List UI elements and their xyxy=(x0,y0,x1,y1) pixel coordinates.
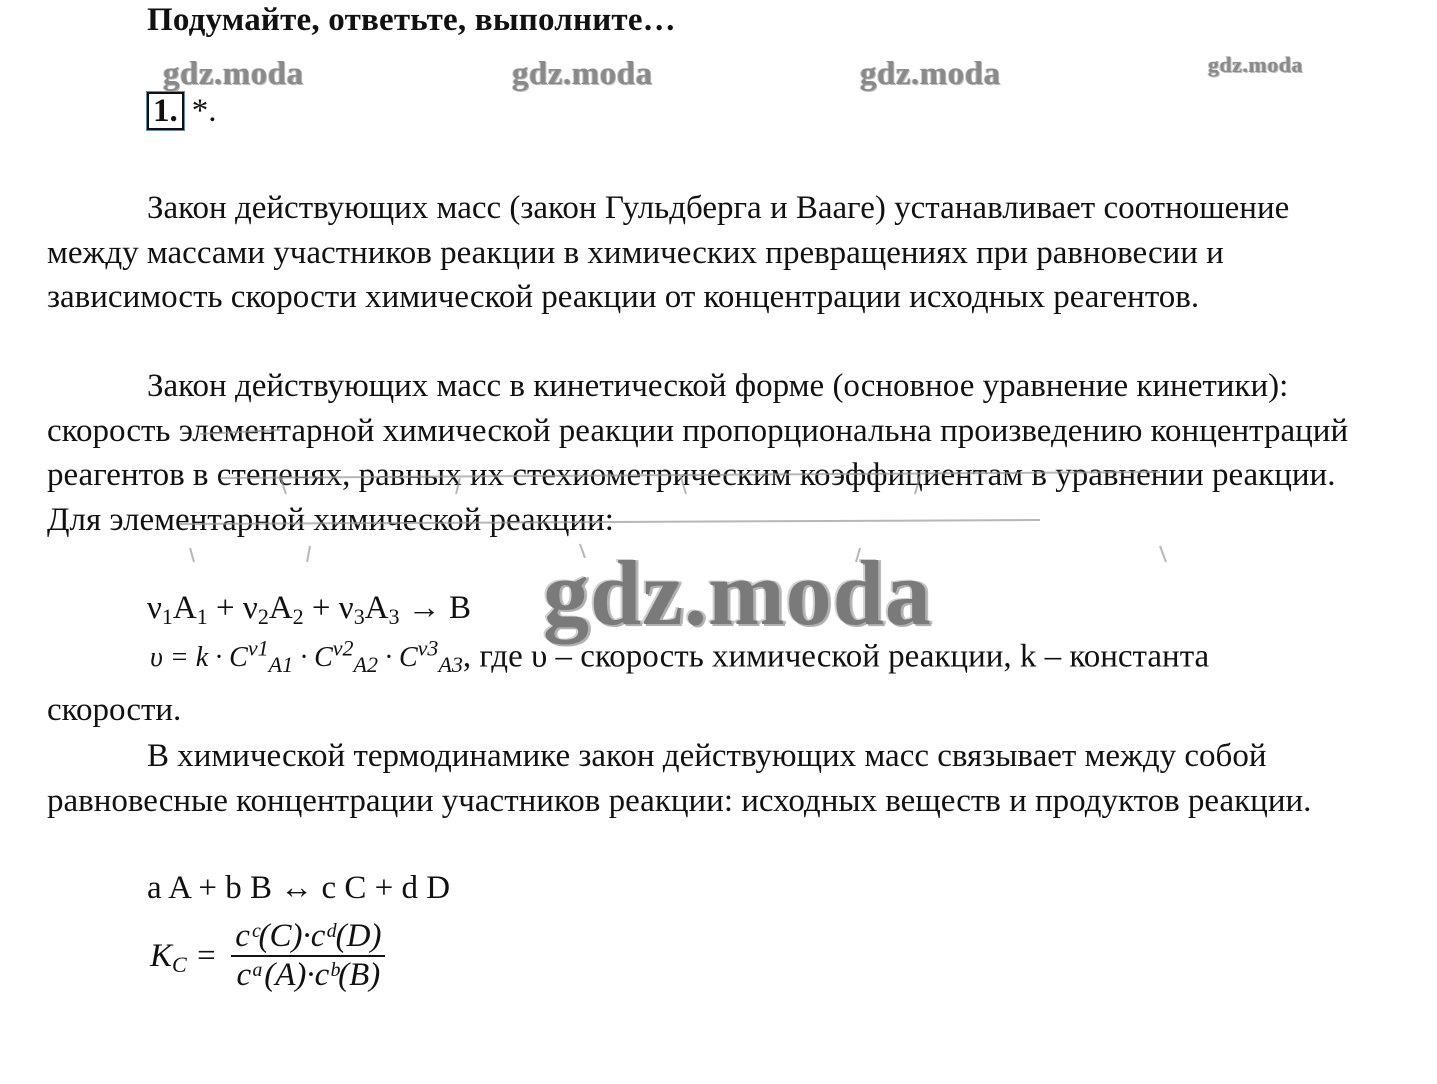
paragraph-4 xyxy=(47,734,1367,823)
paragraph-1 xyxy=(47,186,1367,320)
paragraph-4-text: В химической термодинамике закон действующих масс связывает между собой равновесные концентрации участников реакции: исходных веществ и продуктов реакции. xyxy=(47,738,1312,819)
watermark-1: gdz.moda xyxy=(163,56,304,92)
kc-symbol: $K_C$ = xyxy=(150,937,218,977)
paragraph-2 xyxy=(47,364,1367,542)
watermark-2: gdz.moda xyxy=(512,56,653,92)
paragraph-1-text: Закон действующих масс (закон Гульдберга и Вааге) устанавливает соотношение между массами участников реакции в химических превращениях при равновесии и зависимость скорости химической реакции от концентрации исходных реагентов. xyxy=(47,190,1290,316)
watermark-3: gdz.moda xyxy=(860,56,1001,92)
rate-law-text: , где υ – скорость химической реакции, k – константа xyxy=(462,638,1210,675)
paragraph-2-text: Закон действующих масс в кинетической форме (основное уравнение кинетики): скорость элементарной химической реакции пропорциональна произведению концентраций реагентов в степенях, равных их стехиометрическим коэффициентам в уравнении реакции. Для элементарной химической реакции: xyxy=(47,368,1349,538)
watermark-large: gdz.moda xyxy=(543,542,932,644)
reaction-equation-2: a A + b B ↔ c C + d D xyxy=(147,870,451,906)
task-number-box: 1. xyxy=(147,92,184,130)
paragraph-3-continuation: скорости. xyxy=(47,692,182,728)
equilibrium-constant-formula xyxy=(150,918,385,994)
task-label xyxy=(147,92,217,130)
kc-denominator: cᵃ(A)·cᵇ(B) xyxy=(236,957,381,993)
task-marker: *. xyxy=(191,92,217,129)
kc-fraction xyxy=(231,918,385,994)
kc-numerator: cᶜ(C)·cᵈ(D) xyxy=(235,918,382,954)
rate-law-formula: $\upsilon = k \cdot C^{\nu 1}_{A1} \cdot C^{\nu 2}_{A2} \cdot C^{\nu 3}_{A3}$, где υ – скорость химической реакции, k – константа xyxy=(150,636,1210,678)
reaction-equation-1: $\nu_1A_1 + \nu_2A_2 + \nu_3A_3 \to B$ xyxy=(147,590,472,629)
page-heading: Подумайте, ответьте, выполните… xyxy=(147,2,676,38)
watermark-4: gdz.moda xyxy=(1208,52,1304,77)
